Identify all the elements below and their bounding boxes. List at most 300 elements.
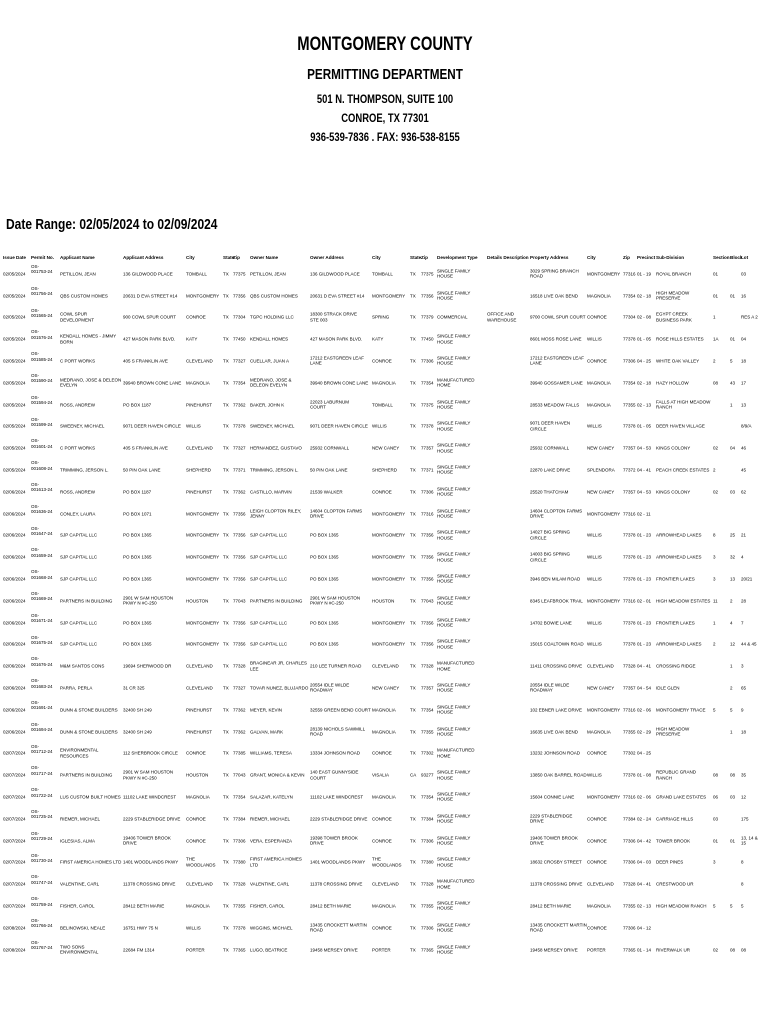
cell-development-type: SINGLE FAMILY HOUSE — [437, 857, 471, 868]
cell-property-zip: 77384 — [623, 816, 636, 822]
cell-owner-address: 28412 BETH MARIE — [310, 903, 352, 909]
cell-owner-name: VALENTINE, CARL — [250, 881, 290, 887]
cell-permit-no: OS- 001717-24 — [31, 765, 53, 776]
cell-owner-zip: 77365 — [421, 946, 434, 952]
cell-precinct: 01 - 14 — [637, 946, 652, 952]
cell-property-city: MAGNOLIA — [587, 401, 611, 407]
cell-property-city: CONROE — [587, 925, 607, 931]
cell-property-zip: 77357 — [623, 489, 636, 495]
cell-owner-name: TGPC HOLDING LLC — [250, 314, 294, 320]
cell-block: 2 — [730, 598, 733, 604]
cell-property-city: CONROE — [587, 314, 607, 320]
cell-property-zip: 77357 — [623, 445, 636, 451]
cell-sub-division: HAZY HOLLOW — [656, 380, 689, 386]
cell-applicant-city: TOMBALL — [186, 271, 207, 277]
cell-applicant-name: M&M SANTOS CONS — [60, 663, 105, 669]
cell-property-zip: 77328 — [623, 663, 636, 669]
cell-applicant-name: FIRST AMERICA HOMES LTD — [60, 859, 122, 865]
column-header-applicant-city: City — [186, 255, 195, 260]
cell-precinct: 04 - 25 — [637, 358, 652, 364]
cell-owner-name: CASTILLO, MARVIN — [250, 489, 292, 495]
cell-applicant-name: CONLEY, LAURA — [60, 510, 96, 516]
cell-property-city: CONROE — [587, 837, 607, 843]
cell-applicant-name: KENDALL HOMES - JIMMY BORN — [60, 333, 117, 345]
cell-section: 11 — [713, 598, 718, 604]
cell-applicant-name: TWO SONS ENVIRONMENTAL — [60, 944, 99, 955]
cell-owner-state: TX — [410, 903, 416, 909]
cell-applicant-zip: 77356 — [233, 576, 246, 582]
phone-fax-line: 936-539-7836 . FAX: 936-538-8155 — [310, 132, 460, 144]
cell-development-type: SINGLE FAMILY HOUSE — [437, 355, 471, 367]
cell-applicant-state: TX — [223, 925, 229, 931]
cell-lot: 03 — [741, 271, 747, 277]
cell-section: 01 — [713, 837, 719, 843]
table-row — [3, 437, 767, 459]
cell-issue-date: 02/05/2024 — [3, 271, 26, 277]
cell-owner-address: 140 EAST GUNNYSIDE COURT — [310, 769, 359, 781]
cell-owner-state: TX — [410, 314, 416, 320]
cell-applicant-zip: 77371 — [233, 467, 246, 473]
cell-applicant-state: TX — [223, 292, 229, 298]
cell-owner-state: TX — [410, 292, 416, 298]
cell-issue-date: 02/05/2024 — [3, 292, 26, 298]
cell-owner-zip: 77306 — [421, 358, 434, 364]
cell-owner-name: GRANT, MONICA & KEVIN — [250, 772, 305, 778]
cell-development-type: SINGLE FAMILY HOUSE — [437, 333, 471, 345]
cell-owner-city: MONTGOMERY — [372, 510, 406, 516]
cell-precinct: 04 - 25 — [637, 750, 652, 756]
cell-applicant-zip: 77043 — [233, 598, 246, 604]
cell-precinct: 02 - 24 — [637, 816, 652, 822]
cell-owner-address: PO BOX 1365 — [310, 641, 339, 647]
cell-owner-city: MONTGOMERY — [372, 619, 406, 625]
cell-issue-date: 02/06/2024 — [3, 707, 26, 713]
cell-owner-zip: 77356 — [421, 532, 434, 538]
cell-permit-no: OS- 001676-24 — [31, 656, 53, 667]
cell-lot: 13 — [741, 401, 747, 407]
cell-section: 02 — [713, 445, 719, 451]
cell-owner-zip: 77356 — [421, 619, 434, 625]
cell-development-type: SINGLE FAMILY HOUSE — [437, 639, 471, 650]
cell-block: 1 — [730, 401, 733, 407]
cell-owner-city: MAGNOLIA — [372, 794, 396, 800]
cell-permit-no: OS- 001691-24 — [31, 699, 53, 711]
cell-owner-zip: 77356 — [421, 292, 434, 298]
cell-precinct: 04 - 41 — [637, 467, 652, 473]
cell-owner-state: TX — [410, 576, 416, 582]
cell-permit-no: OS- 001594-24 — [31, 394, 53, 406]
cell-applicant-city: MAGNOLIA — [186, 380, 210, 386]
cell-applicant-name: C PORT WORKS — [60, 358, 96, 364]
cell-permit-no: OS- 001599-24 — [31, 416, 53, 427]
permits-table — [3, 252, 767, 961]
cell-applicant-state: TX — [223, 598, 229, 604]
cell-applicant-address: 2901 W SAM HOUSTON PKWY N #C-250 — [123, 595, 174, 606]
column-header-applicant-state: State — [223, 255, 235, 260]
cell-precinct: 01 - 19 — [637, 271, 652, 277]
cell-owner-city: MAGNOLIA — [372, 707, 396, 713]
cell-property-city: CLEVELAND — [587, 663, 614, 669]
cell-applicant-zip: 77304 — [233, 314, 246, 320]
cell-owner-address: PO BOX 1365 — [310, 532, 339, 538]
cell-owner-zip: 77355 — [421, 728, 434, 734]
cell-permit-no: OS- 001730-24 — [31, 852, 53, 863]
cell-owner-state: TX — [410, 467, 416, 473]
cell-sub-division: EGYPT CREEK BUSINESS PARK — [656, 312, 692, 323]
table-row — [3, 634, 767, 656]
cell-property-city: WILLIS — [587, 423, 602, 429]
cell-issue-date: 02/06/2024 — [3, 489, 26, 495]
column-header-sub-division: Sub-Division — [656, 255, 685, 260]
cell-permit-no: OS- 001590-24 — [31, 372, 53, 384]
cell-owner-address: 136 GILDWOOD PLACE — [310, 271, 360, 277]
cell-block: 25 — [730, 532, 736, 538]
cell-owner-address: 17212 EASTGREEN LEAF LANE — [310, 355, 365, 367]
cell-development-type: SINGLE FAMILY HOUSE — [437, 704, 471, 715]
cell-property-city: PORTER — [587, 946, 606, 952]
cell-permit-no: OS- 001694-24 — [31, 721, 53, 733]
cell-precinct: 02 - 18 — [637, 292, 652, 298]
cell-owner-zip: 77384 — [421, 816, 434, 822]
cell-development-type: SINGLE FAMILY HOUSE — [437, 835, 471, 846]
cell-owner-zip: 77316 — [421, 510, 434, 516]
cell-section: 01 — [713, 292, 719, 298]
cell-owner-name: SJP CAPITAL LLC — [250, 641, 288, 647]
cell-owner-address: 13435 CROCKETT MARTIN ROAD — [310, 922, 367, 933]
cell-permit-no: OS- 001613-24 — [31, 481, 53, 493]
cell-permit-no: OS- 001608-24 — [31, 460, 53, 471]
cell-lot: 17 — [741, 380, 747, 386]
cell-permit-no: OS- 001675-24 — [31, 634, 53, 645]
table-row — [3, 481, 767, 503]
cell-applicant-city: CONROE — [186, 816, 206, 822]
cell-applicant-address: 112 SHERBROOK CIRCLE — [123, 750, 178, 756]
cell-property-city: MONTGOMERY — [587, 707, 621, 713]
cell-property-zip: 77306 — [623, 358, 636, 364]
cell-precinct: 04 - 03 — [637, 859, 652, 865]
cell-section: 3 — [713, 576, 716, 582]
cell-applicant-zip: 77380 — [233, 859, 246, 865]
cell-applicant-address: PO BOX 1365 — [123, 619, 152, 625]
cell-owner-state: TX — [410, 554, 416, 560]
cell-owner-zip: 93277 — [421, 772, 434, 778]
cell-sub-division: PEACH CREEK ESTATES — [656, 467, 710, 473]
cell-property-zip: 77316 — [623, 707, 636, 713]
cell-section: 2 — [713, 358, 716, 364]
cell-development-type: COMMERCIAL — [437, 314, 468, 320]
cell-lot: 46 — [741, 445, 747, 451]
cell-applicant-zip: 77375 — [233, 271, 246, 277]
cell-property-zip: 77365 — [623, 946, 636, 952]
cell-owner-state: TX — [410, 816, 416, 822]
table-row — [3, 895, 767, 917]
cell-applicant-city: MONTGOMERY — [186, 554, 220, 560]
cell-applicant-address: 50 PIN OAK LANE — [123, 467, 161, 473]
cell-issue-date: 02/06/2024 — [3, 728, 26, 734]
table-row — [3, 873, 767, 895]
cell-applicant-zip: 77356 — [233, 641, 246, 647]
cell-property-zip: 77355 — [623, 401, 636, 407]
cell-development-type: SINGLE FAMILY HOUSE — [437, 530, 471, 541]
cell-applicant-name: PARTNERS IN BUILDING — [60, 598, 113, 604]
cell-owner-zip: 77302 — [421, 750, 434, 756]
cell-owner-name: FIRST AMERICA HOMES LTD — [250, 857, 302, 868]
cell-property-zip: 77378 — [623, 423, 636, 429]
cell-development-type: SINGLE FAMILY HOUSE — [437, 508, 471, 519]
cell-property-address: 102 EBNER LAKE DRIVE — [530, 707, 583, 713]
cell-applicant-name: PARRA, PERLA — [60, 685, 93, 691]
cell-lot: 8/9/A — [741, 423, 752, 429]
column-header-property-zip: Zip — [623, 255, 630, 260]
cell-applicant-address: 19694 SHERWOOD DR — [123, 663, 172, 669]
cell-owner-city: MAGNOLIA — [372, 380, 396, 386]
cell-permit-no: OS- 001668-24 — [31, 569, 53, 580]
cell-owner-state: TX — [410, 423, 416, 429]
cell-property-city: MAGNOLIA — [587, 292, 611, 298]
cell-property-city: NEW CANEY — [587, 685, 615, 691]
cell-applicant-city: MAGNOLIA — [186, 794, 210, 800]
cell-property-address: 17212 EASTGREEN LEAF LANE — [530, 355, 585, 367]
cell-property-zip: 77316 — [623, 271, 636, 277]
cell-owner-address: 13334 JOHNSON ROAD — [310, 750, 361, 756]
cell-applicant-state: TX — [223, 489, 229, 495]
table-row — [3, 852, 767, 874]
cell-owner-address: 19458 MERSEY DRIVE — [310, 946, 358, 952]
cell-applicant-city: PINEHURST — [186, 401, 213, 407]
cell-precinct: 04 - 53 — [637, 445, 652, 451]
cell-property-zip: 77355 — [623, 728, 636, 734]
cell-applicant-name: COWL SPUR DEVELOPMENT — [60, 312, 95, 323]
cell-applicant-name: SWEENEY, MICHAEL — [60, 423, 105, 429]
cell-issue-date: 02/07/2024 — [3, 859, 26, 865]
cell-applicant-address: 32400 SH 249 — [123, 728, 152, 734]
cell-lot: 13, 14 & 15 — [741, 835, 758, 846]
cell-block: 5 — [730, 358, 733, 364]
cell-lot: 08 — [741, 946, 747, 952]
cell-block: 01 — [730, 837, 736, 843]
cell-applicant-name: TRIMMING, JERSON L. — [60, 467, 109, 473]
cell-applicant-address: 20631 D EVA STREET #14 — [123, 292, 178, 298]
cell-applicant-zip: 77356 — [233, 292, 246, 298]
cell-permit-no: OS- 001576-24 — [31, 329, 53, 340]
cell-lot: 7 — [741, 619, 744, 625]
cell-development-type: SINGLE FAMILY HOUSE — [437, 442, 471, 454]
cell-applicant-name: ROSS, ANDREW — [60, 489, 96, 495]
cell-applicant-address: 16751 HWY 75 N — [123, 925, 158, 931]
cell-owner-name: TOVAR NUNEZ, BLUJARDO — [250, 685, 309, 691]
cell-owner-city: VISALIA — [372, 772, 390, 778]
cell-precinct: 01 - 23 — [637, 554, 652, 560]
cell-development-type: SINGLE FAMILY HOUSE — [437, 791, 471, 803]
cell-owner-city: MONTGOMERY — [372, 554, 406, 560]
cell-applicant-state: TX — [223, 336, 229, 342]
cell-owner-zip: 77306 — [421, 837, 434, 843]
cell-property-address: 13435 CROCKETT MARTIN ROAD — [530, 922, 587, 933]
cell-development-type: SINGLE FAMILY HOUSE — [437, 900, 471, 911]
cell-applicant-zip: 77328 — [233, 881, 246, 887]
cell-owner-city: CONROE — [372, 837, 392, 843]
cell-property-city: CONROE — [587, 816, 607, 822]
cell-owner-city: NEW CANEY — [372, 685, 400, 691]
cell-applicant-state: TX — [223, 532, 229, 538]
cell-owner-name: SALAZAR, KATELYN — [250, 794, 293, 800]
cell-owner-name: PETILLON, JEAN — [250, 271, 286, 277]
cell-owner-state: CA — [410, 772, 417, 778]
cell-property-address: 19406 TOWER BROOK DRIVE — [530, 835, 578, 846]
cell-applicant-city: MONTGOMERY — [186, 510, 220, 516]
cell-owner-address: 19398 TOWER BROOK DRIVE — [310, 835, 358, 846]
cell-owner-city: HOUSTON — [372, 598, 395, 604]
cell-issue-date: 02/05/2024 — [3, 423, 26, 429]
cell-sub-division: IDLE GLEN — [656, 685, 680, 691]
cell-permit-no: OS- 001767-24 — [31, 939, 53, 951]
cell-owner-city: TOMBALL — [372, 271, 393, 277]
cell-applicant-city: CONROE — [186, 314, 206, 320]
cell-details-description: OFFICE AND WAREHOUSE — [487, 312, 517, 323]
cell-owner-zip: 77371 — [421, 467, 434, 473]
cell-owner-address: 22023 LABURNUM COURT — [310, 399, 350, 410]
cell-applicant-city: HOUSTON — [186, 598, 209, 604]
cell-permit-no: OS- 001759-24 — [31, 896, 53, 907]
cell-applicant-state: TX — [223, 510, 229, 516]
cell-lot: 21 — [741, 532, 747, 538]
cell-owner-address: 2901 W SAM HOUSTON PKWY N #C-250 — [310, 595, 361, 606]
cell-permit-no: OS- 001565-24 — [31, 307, 53, 318]
cell-owner-name: PARTNERS IN BUILDING — [250, 598, 303, 604]
cell-block: 01 — [730, 292, 736, 298]
cell-section: 02 — [713, 489, 719, 495]
cell-property-city: WILLIS — [587, 576, 602, 582]
cell-owner-state: TX — [410, 271, 416, 277]
cell-permit-no: OS- 001636-24 — [31, 503, 53, 515]
cell-applicant-address: 9071 DEER HAVEN CIRCLE — [123, 423, 181, 429]
cell-owner-state: TX — [410, 794, 416, 800]
cell-owner-address: 1401 WOODLANDS PKWY — [310, 859, 366, 865]
cell-property-address: 8601 MOSS ROSE LANE — [530, 336, 582, 342]
cell-applicant-zip: 77362 — [233, 489, 246, 495]
cell-applicant-city: WILLIS — [186, 423, 201, 429]
cell-issue-date: 02/07/2024 — [3, 837, 26, 843]
cell-issue-date: 02/05/2024 — [3, 401, 26, 407]
column-header-issue-date: Issue Date — [3, 255, 26, 260]
cell-property-zip: 77378 — [623, 619, 636, 625]
cell-owner-zip: 77356 — [421, 554, 434, 560]
cell-applicant-address: 900 COWL SPUR COURT — [123, 314, 177, 320]
cell-block: 43 — [730, 380, 736, 386]
column-header-applicant-zip: Zip — [233, 255, 240, 260]
cell-applicant-zip: 77327 — [233, 445, 246, 451]
cell-development-type: SINGLE FAMILY HOUSE — [437, 551, 471, 563]
cell-block: 32 — [730, 554, 736, 560]
cell-lot: 35 — [741, 772, 747, 778]
cell-owner-zip: 77380 — [421, 859, 434, 865]
cell-applicant-zip: 77356 — [233, 510, 246, 516]
cell-sub-division: CROSSING RIDGE — [656, 663, 696, 669]
cell-applicant-zip: 77355 — [233, 903, 246, 909]
cell-development-type: SINGLE FAMILY HOUSE — [437, 399, 471, 410]
table-row — [3, 590, 767, 612]
column-header-owner-zip: Zip — [421, 255, 428, 260]
cell-owner-state: TX — [410, 663, 416, 669]
cell-owner-name: WIGGINS, MICHAEL — [250, 925, 293, 931]
cell-precinct: 01 - 23 — [637, 619, 652, 625]
cell-owner-state: TX — [410, 728, 416, 734]
cell-issue-date: 02/06/2024 — [3, 510, 26, 516]
cell-issue-date: 02/07/2024 — [3, 816, 26, 822]
table-row — [3, 808, 767, 830]
cell-applicant-zip: 77378 — [233, 423, 246, 429]
cell-applicant-city: CLEVELAND — [186, 881, 213, 887]
table-row — [3, 416, 767, 438]
cell-issue-date: 02/07/2024 — [3, 903, 26, 909]
cell-lot: 8 — [741, 859, 744, 865]
cell-owner-address: 20554 IDLE WILDE ROADWAY — [310, 682, 350, 694]
cell-applicant-name: LUS CUSTOM BUILT HOMES — [60, 794, 121, 800]
cell-block: 12 — [730, 641, 736, 647]
column-header-details-description: Details Description — [487, 255, 529, 260]
cell-section: 01 — [713, 271, 719, 277]
cell-owner-zip: 77306 — [421, 925, 434, 931]
cell-applicant-state: TX — [223, 445, 229, 451]
cell-applicant-state: TX — [223, 663, 229, 669]
cell-owner-address: 25932 CORNWALL — [310, 445, 350, 451]
cell-permit-no: OS- 001601-24 — [31, 438, 53, 449]
cell-block: 03 — [730, 489, 736, 495]
cell-applicant-name: ENVIRONMENTAL RESOURCES — [60, 748, 99, 759]
cell-applicant-address: 32400 SH 249 — [123, 707, 152, 713]
cell-owner-city: CLEVELAND — [372, 663, 399, 669]
cell-issue-date: 02/07/2024 — [3, 750, 26, 756]
column-header-owner-city: City — [372, 255, 381, 260]
cell-applicant-state: TX — [223, 859, 229, 865]
cell-precinct: 02 - 11 — [637, 510, 651, 516]
cell-owner-zip: 77378 — [421, 423, 434, 429]
cell-property-address: 14702 BOWIE LANE — [530, 619, 572, 625]
cell-sub-division: ROYAL BRANCH — [656, 271, 692, 277]
cell-owner-zip: 77328 — [421, 663, 434, 669]
cell-sub-division: HIGH MEADOW PRESERVE — [656, 290, 690, 301]
cell-owner-zip: 77306 — [421, 489, 434, 495]
cell-property-city: MAGNOLIA — [587, 380, 611, 386]
cell-property-address: 9071 DEER HAVEN CIRCLE — [530, 421, 571, 432]
cell-development-type: SINGLE FAMILY HOUSE — [437, 421, 471, 432]
cell-lot: 04 — [741, 336, 747, 342]
table-row — [3, 677, 767, 699]
cell-lot: 16 — [741, 292, 747, 298]
cell-development-type: SINGLE FAMILY HOUSE — [437, 573, 471, 585]
cell-applicant-city: CONROE — [186, 837, 206, 843]
cell-applicant-address: 19406 TOWER BROOK DRIVE — [123, 835, 171, 846]
cell-issue-date: 02/06/2024 — [3, 554, 26, 560]
cell-owner-address: 18300 STRACK DRIVE STE 003 — [310, 312, 358, 323]
cell-applicant-state: TX — [223, 707, 229, 713]
cell-owner-state: TX — [410, 881, 416, 887]
cell-issue-date: 02/07/2024 — [3, 881, 26, 887]
cell-property-address: 16635 LIVE OAK BEND — [530, 728, 579, 734]
cell-issue-date: 02/06/2024 — [3, 619, 26, 625]
cell-owner-state: TX — [410, 532, 416, 538]
cell-owner-name: BRAGINEAR JR, CHARLES LEE — [250, 660, 308, 672]
city-line: CONROE, TX 77301 — [341, 113, 429, 125]
cell-property-zip: 77355 — [623, 903, 636, 909]
cell-applicant-state: TX — [223, 881, 229, 887]
cell-applicant-address: PO BOX 1365 — [123, 576, 152, 582]
cell-precinct: 02 - 08 — [637, 314, 652, 320]
cell-development-type: SINGLE FAMILY HOUSE — [437, 726, 471, 737]
cell-owner-city: MONTGOMERY — [372, 576, 406, 582]
cell-applicant-name: SJP CAPITAL LLC — [60, 641, 98, 647]
cell-sub-division: REPUBLIC GRAND RANCH — [656, 769, 697, 781]
